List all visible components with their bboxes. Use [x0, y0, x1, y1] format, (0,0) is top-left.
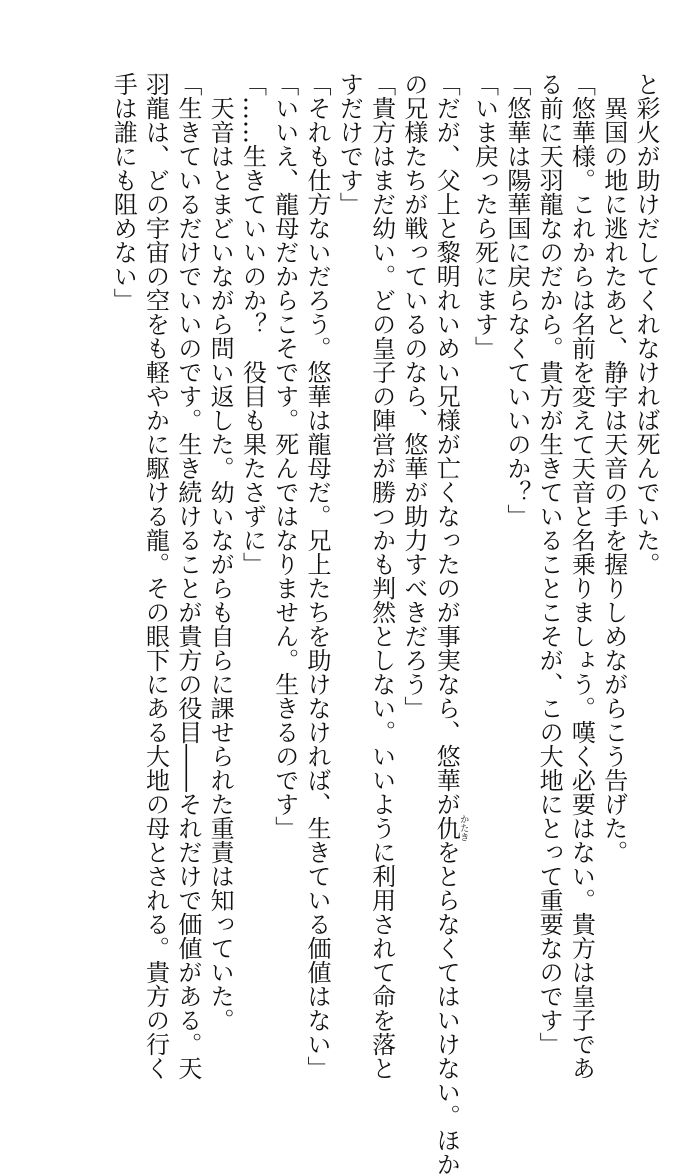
- text-line-16: 羽龍は、どの宇宙の空をも軽やかに駆ける龍。その眼下にある大地の母とされる。貴方の行く: [141, 72, 170, 1080]
- text-line-14: 天音はとまどいながら問い返した。幼いながらも自らに課せられた重責は知っていた。: [206, 72, 235, 1032]
- text-line-4: る前に天羽龍なのだから。貴方が生きていることこそが、この大地にとって重要なのです」: [535, 72, 564, 1056]
- ruby-kataki-reading: かたき: [458, 814, 469, 842]
- text-line-13: 「……生きていいのか？ 役目も果たさずに」: [238, 72, 267, 576]
- text-line-8: の兄様たちが戦っているのなら、悠華が助力すべきだろう」: [399, 72, 428, 720]
- text-line-3: 「悠華様。これからは名前を変えて天音と名乗りましょう。嘆く必要はない。貴方は皇子であ: [567, 72, 596, 1080]
- ruby-kataki: 仇かたき: [432, 814, 469, 842]
- text-line-10: すだけです」: [335, 72, 364, 216]
- text-line-15: 「生きているだけでいいのです。生き続けることが貴方の役目――それだけで価値がある。天: [173, 72, 202, 1080]
- text-line-6: 「いま戻ったら死にます」: [470, 72, 499, 360]
- text-line-11: 「それも仕方ないだろう。悠華は龍母だ。兄上たちを助けなければ、生きている価値はない」: [303, 72, 332, 1080]
- text-line-12: 「いいえ、龍母だからこそです。死んではなりません。生きるのです」: [270, 72, 299, 840]
- text-line-17: 手は誰にも阻めない」: [109, 72, 138, 312]
- text-line-7: 「だが、父上と黎明れいめい兄様が亡くなったのが事実なら、悠華が仇かたきをとらなくてはいけない。ほか: [432, 72, 469, 1176]
- text-line-2: 異国の地に逃れたあと、静宇は天音の手を握りしめながらこう告げた。: [599, 72, 628, 864]
- text-line-5: 「悠華は陽華国に戻らなくていいのか？」: [502, 72, 531, 528]
- text-line-1: と彩火が助けだしてくれなければ死んでいた。: [632, 72, 660, 576]
- text-line-9: 「貴方はまだ幼い。どの皇子の陣営が勝つかも判然としない。いいように利用されて命を落と: [367, 72, 396, 1080]
- vertical-text-block: [50, 72, 662, 1176]
